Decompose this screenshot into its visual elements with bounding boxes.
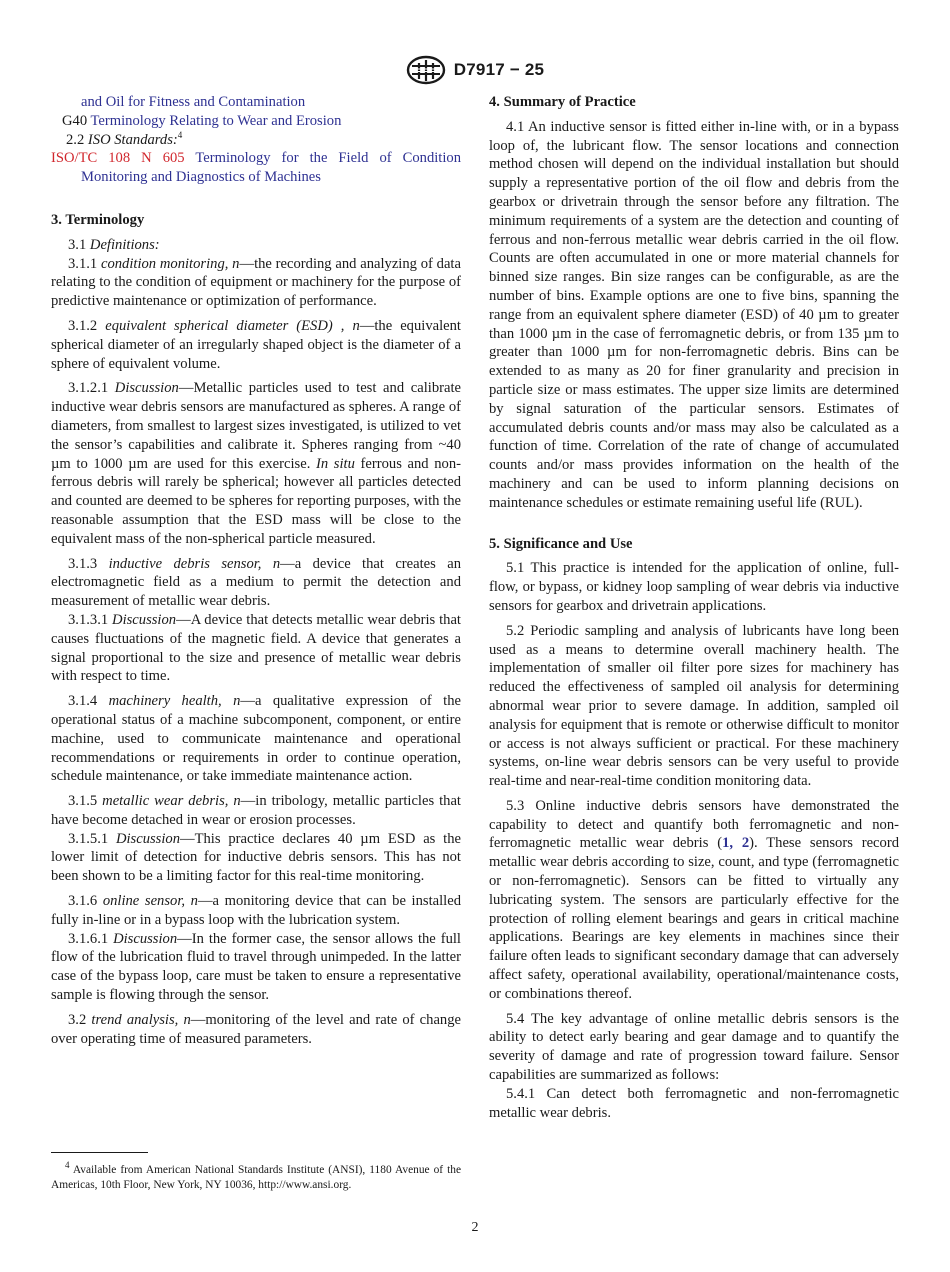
para-3-1-5: 3.1.5 metallic wear debris, n—in tribology, metallic particles that have become detached in wear or erosion processes. <box>51 793 461 828</box>
para-3-1-3: 3.1.3 inductive debris sensor, n—a device that creates an electromagnetic field as a medium to permit the detection and measurement of metallic wear debris. <box>51 555 461 610</box>
footnote-4: $^4$ Available from American National Standards Institute (ANSI), 1180 Avenue of the Americas, 10th Floor, New York, NY 10036, http://www.ansi.org. <box>51 1160 462 1191</box>
citation-link-1-2[interactable]: 1, 2 <box>722 835 750 852</box>
section-3-heading: 3. Terminology <box>51 211 145 228</box>
para-3-2: 3.2 trend analysis, n—monitoring of the level and rate of change over operating time of measured parameters. <box>51 1011 461 1047</box>
page-header <box>0 55 950 85</box>
reference-continuation[interactable]: and Oil for Fitness and Contamination <box>81 94 306 110</box>
para-3-1-4: 3.1.4 machinery health, n—a qualitative expression of the operational status of a machine subcomponent, component, or entire machine, used to communicate maintenance and operational recommendations or requirements in order to continue operation, schedule maintenance, or take immediate maintenance action. <box>51 693 461 785</box>
para-3-1-2-1: 3.1.2.1 Discussion—Metallic particles used to test and calibrate inductive wear debris sensors are manufactured as spheres. A range of diameters, from smallest to largest sizes investigated, is utilized to vet the sensor’s capabilities and calibrate it. Spheres ranging from ~40 µm to 1000 µm are used for this exercise. In situ ferrous and non-ferrous debris will rarely be spherical; however all particles detected and counted are deemed to be spheres for reporting purposes, with the reasonable assumption that the ESD mass will be close to the equivalent mass of the non-spherical particle measured. <box>51 380 461 547</box>
section-4-heading: 4. Summary of Practice <box>489 94 636 110</box>
para-3-1-1: 3.1.1 condition monitoring, n—the recording and analyzing of data relating to the condition of equipment or machinery for the purpose of predictive maintenance or optimization of performance. <box>51 255 461 310</box>
para-3-1-6-1: 3.1.6.1 Discussion—In the former case, the sensor allows the full flow of the lubrication fluid to travel through unimpeded. In the latter case of the bypass loop, care must be taken to ensure a representative sample is flowing through the sensor. <box>51 930 461 1004</box>
reference-g40-title-link[interactable]: Terminology Relating to Wear and Erosion <box>90 112 342 129</box>
astm-logo-icon <box>406 55 446 85</box>
right-column <box>489 93 899 1122</box>
para-5-1: 5.1 This practice is intended for the application of online, full-flow, or bypass, or kidney loop sampling of wear debris via inductive sensors for gearbox and drivetrain applications. <box>489 560 899 614</box>
para-3-1-3-1: 3.1.3.1 Discussion—A device that detects metallic wear debris that causes fluctuations of the magnetic field. A device that generates a signal proportional to the size and presence of metallic wear debris with respect to time. <box>51 611 461 685</box>
iso-standards-label: 2.2 ISO Standards:$^4$ <box>66 129 183 148</box>
left-column <box>51 93 461 1048</box>
para-3-1-6: 3.1.6 online sensor, n—a monitoring device that can be installed fully in-line or in a bypass loop with the lubrication system. <box>51 893 461 928</box>
para-5-3: 5.3 Online inductive debris sensors have demonstrated the capability to detect and quantify both ferromagnetic and non-ferromagnetic metallic wear debris (1, 2). These sensors record metallic wear debris according to size, count, and type (ferromagnetic or non-ferromagnetic). Sensors can be fitted to virtually any lubricating system. The sensors are particularly effective for the protection of rolling element bearings and gears in critical machine applications. Bearings are key elements in machines since their failure often leads to significant secondary damage that can adversely affect safety, operational availability, operational/maintenance costs, or combinations thereof. <box>489 797 899 1002</box>
para-5-4-1: 5.4.1 Can detect both ferromagnetic and non-ferromagnetic metallic wear debris. <box>489 1085 899 1121</box>
reference-iso <box>51 149 461 187</box>
para-4-1: 4.1 An inductive sensor is fitted either in-line with, or in a bypass loop of, the lubricant flow. The sensor locations and connection method chosen will depend on the individual installation but should supply a representative portion of the oil flow and debris from the gearbox or drivetrain through the sensor before any filtration. The minimum requirements of a system are the detection and counting of ferrous and non-ferrous metallic wear debris carried in the oil flow. Counts are often accumulated in one or more material channels for binned size ranges. Bin size ranges can be configurable, as are the number of bins. Example options are one to five bins, spanning the range from an equivalent sphere diameter (ESD) of 40 µm to greater than 1000 µm in the case of ferromagnetic debris, or from 135 µm to greater than 1000 µm for non-ferromagnetic debris. Bins can be extended to as many as 20 for finer granularity and precision in particle size or mass estimates. The upper size limits are determined by signal saturation of the particular sensors. Estimates of accumulated debris counts and/or mass may also be calculated as a function of time. Correlation of the rate of change of accumulated counts and/or mass provides information on the health of the machinery and can be used to inform planning decisions on maintenance schedules or estimate remaining useful life (RUL). <box>489 118 899 511</box>
reference-g40 <box>51 112 461 131</box>
standard-designation: D7917 − 25 <box>453 60 545 79</box>
para-3-1: 3.1 Definitions: <box>68 236 160 253</box>
para-3-1-2: 3.1.2 equivalent spherical diameter (ESD) , n—the equivalent spherical diameter of an irregularly shaped object is the diameter of a sphere of equivalent volume. <box>51 317 461 372</box>
para-3-1-5-1: 3.1.5.1 Discussion—This practice declares 40 µm ESD as the lower limit of detection for inductive debris sensors. This has not been shown to be a limiting factor for this real-time monitoring. <box>51 830 461 885</box>
footnote-divider <box>51 1152 148 1153</box>
reference-iso-code-link[interactable]: ISO/TC 108 N 605 <box>51 150 185 167</box>
page-number: 2 <box>471 1220 479 1235</box>
para-5-2: 5.2 Periodic sampling and analysis of lubricants have long been used as a means to determine overall machinery health. The implementation of smaller oil filter pore sizes for machinery has reduced the effectiveness of sampled oil analysis for determining abnormal wear prior to severe damage. In addition, sampled oil analysis for equipment that is remote or otherwise difficult to monitor or access is not always sufficient or practical. For these machinery systems, on-line wear debris sensors can be very useful to provide real-time and near-real-time condition monitoring data. <box>489 622 899 790</box>
para-5-4: 5.4 The key advantage of online metallic debris sensors is the ability to detect early bearing and gear damage and to quantify the severity of damage and rate of progression toward failure. Sensor capabilities are summarized as follows: <box>489 1010 899 1084</box>
reference-g40-code: G40 <box>62 112 88 129</box>
section-5-heading: 5. Significance and Use <box>489 535 633 552</box>
reference-iso-title-link[interactable]: Terminology for the Field of Condition Monitoring and Diagnostics of Machines <box>81 150 462 186</box>
